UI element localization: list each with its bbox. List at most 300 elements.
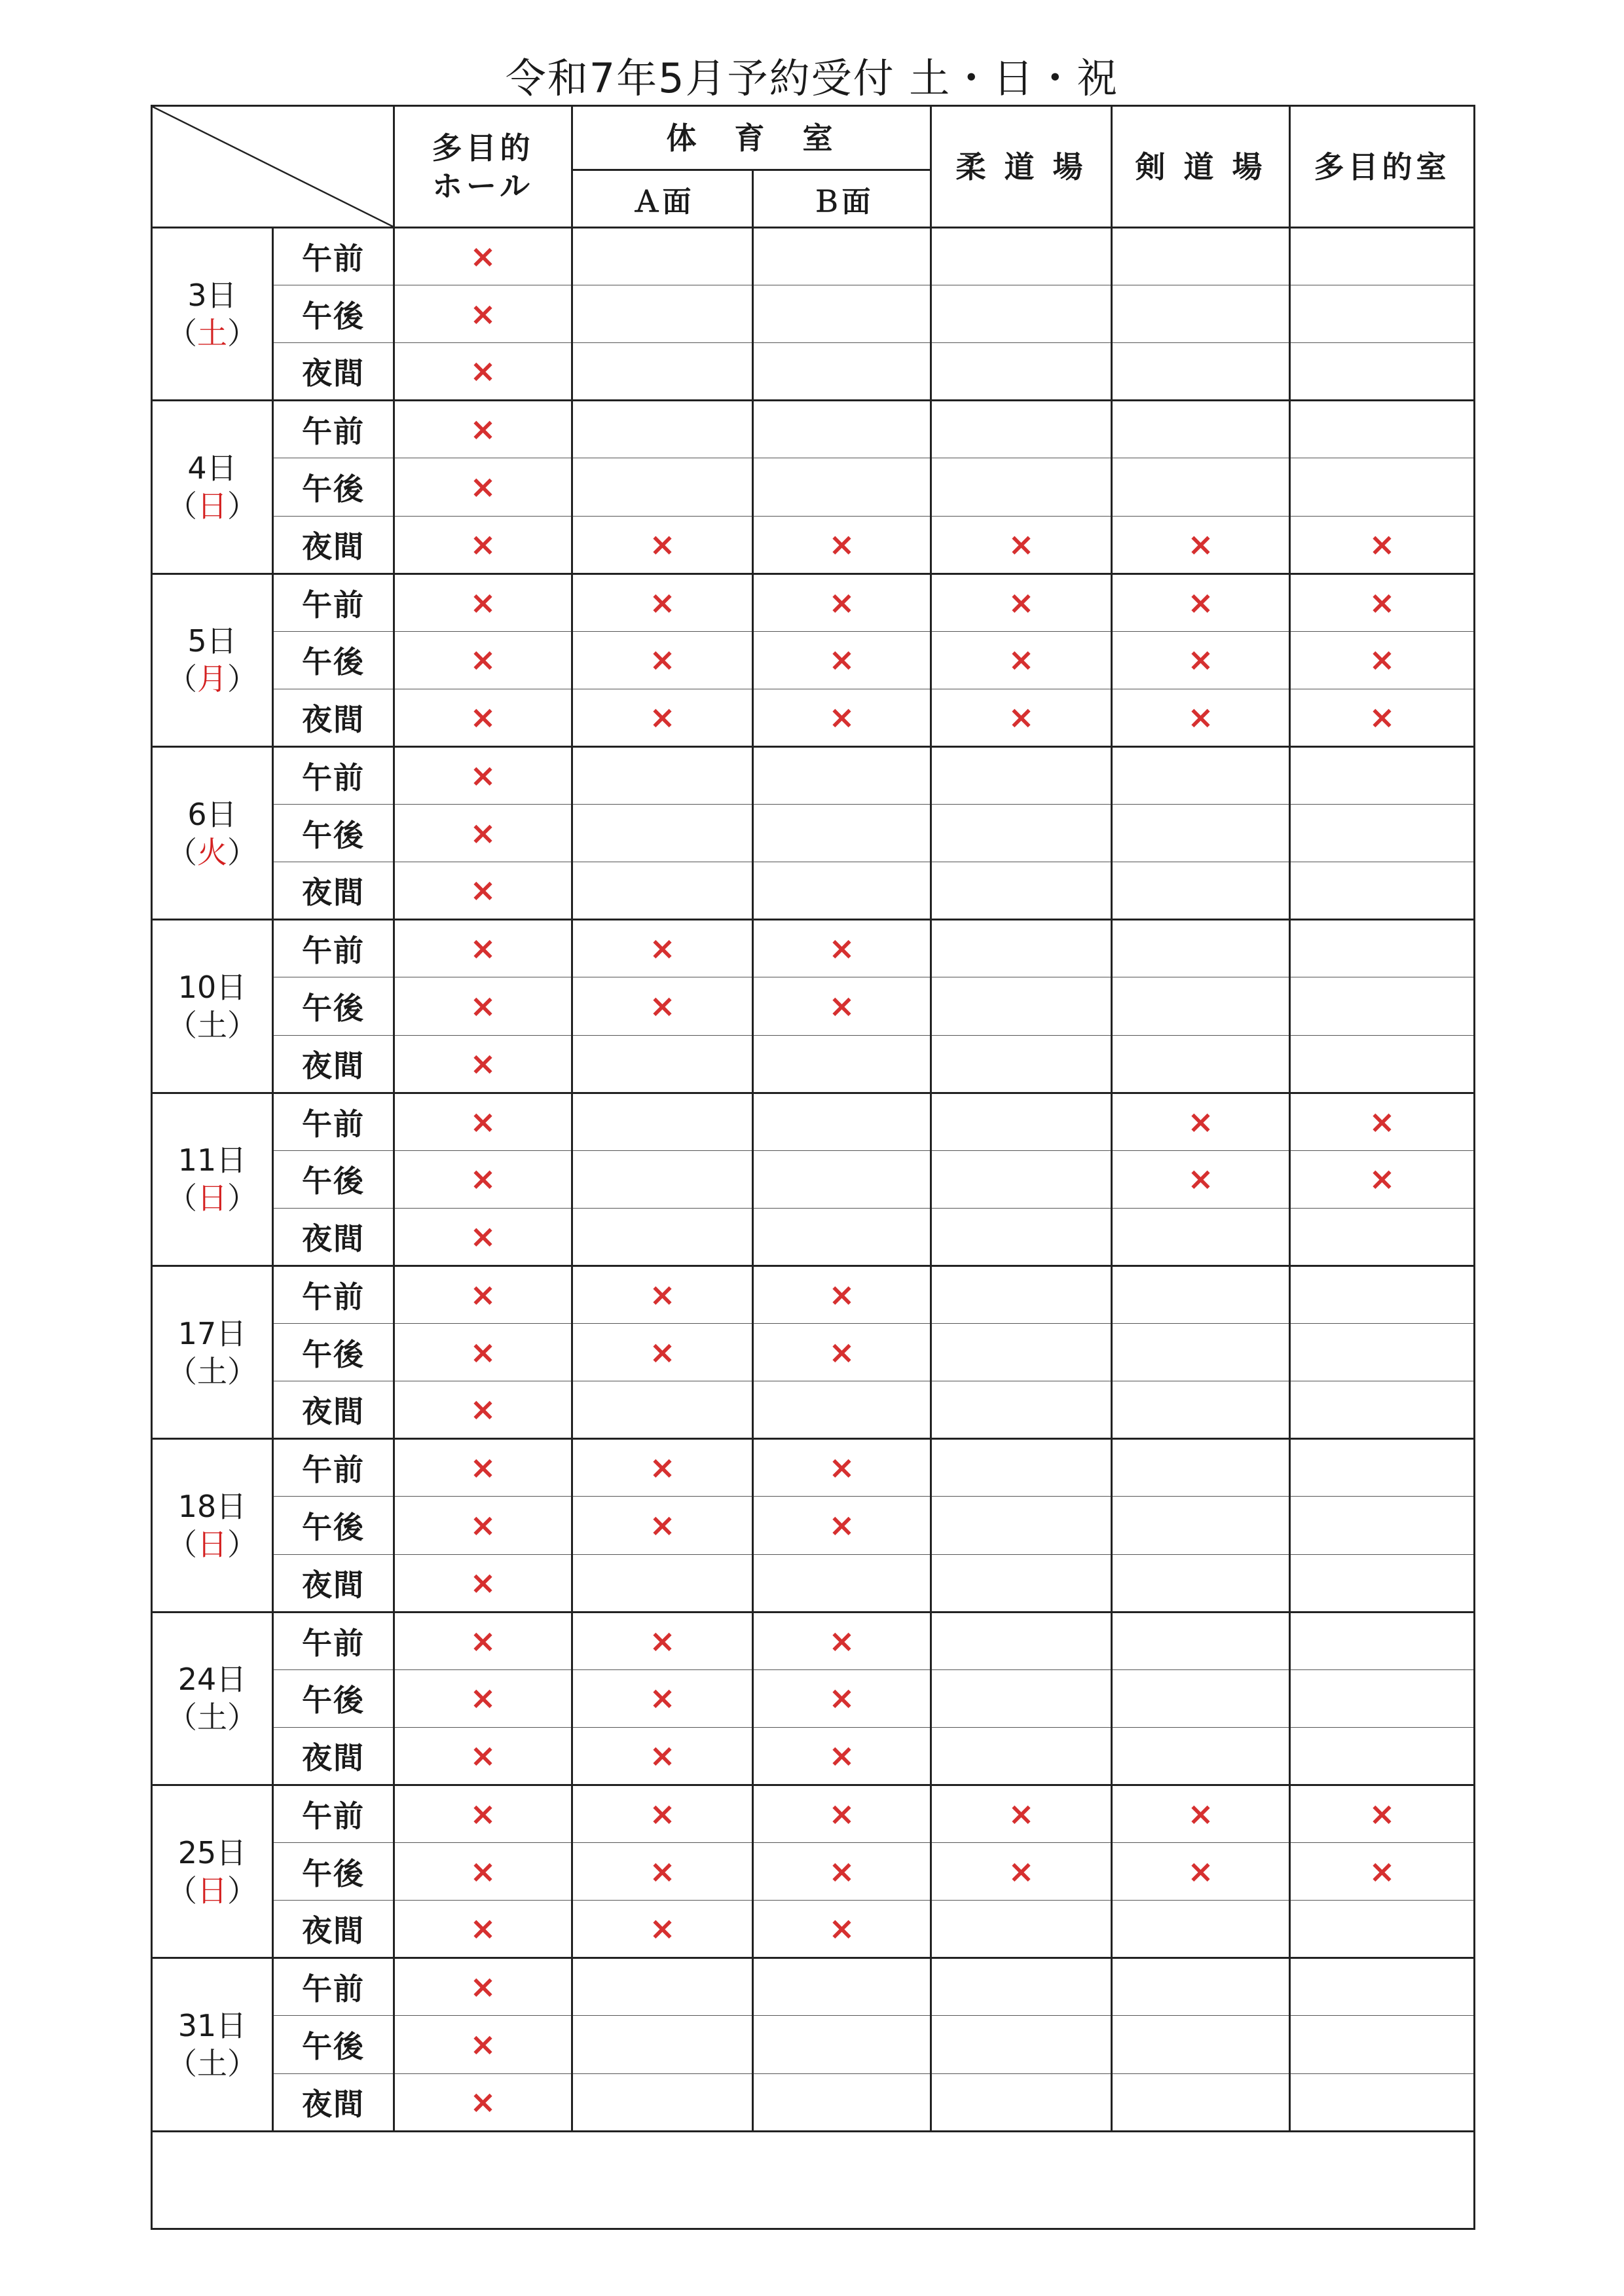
- date-cell: [152, 228, 273, 401]
- slot-cell: [1290, 516, 1475, 574]
- slot-cell: [394, 2073, 572, 2132]
- booked-mark: ×: [828, 1449, 855, 1487]
- slot-cell: [1112, 1324, 1290, 1381]
- slot-cell: [931, 2016, 1112, 2073]
- slot-cell: [572, 2073, 753, 2132]
- slot-cell: [394, 1324, 572, 1381]
- day-of-week: （土）: [167, 1700, 257, 1736]
- slot-cell: [1112, 2016, 1290, 2073]
- slot-cell: [1290, 977, 1475, 1035]
- table-row: [152, 805, 1475, 862]
- booked-mark: ×: [470, 757, 496, 795]
- footer-note-cell: [152, 2132, 1475, 2229]
- slot-cell: [931, 1208, 1112, 1266]
- booked-mark: ×: [470, 1564, 496, 1601]
- slot-cell: [753, 285, 931, 343]
- slot-cell: [394, 1669, 572, 1727]
- slot-cell: [1290, 2073, 1475, 2132]
- slot-cell: [572, 285, 753, 343]
- slot-cell: [394, 1266, 572, 1323]
- slot-cell: [572, 1958, 753, 2016]
- booked-mark: ×: [649, 1334, 676, 1371]
- booked-mark: ×: [470, 411, 496, 448]
- slot-cell: [931, 1439, 1112, 1497]
- slot-cell: [931, 1901, 1112, 1958]
- booked-mark: ×: [1369, 699, 1395, 736]
- slot-cell: [1290, 1439, 1475, 1497]
- booked-mark: ×: [828, 1622, 855, 1660]
- day-of-week-char: 土: [197, 315, 227, 351]
- booked-mark: ×: [649, 1622, 676, 1660]
- booked-mark: ×: [828, 1506, 855, 1544]
- slot-cell: [394, 285, 572, 343]
- booked-mark: ×: [470, 526, 496, 563]
- booked-mark: ×: [649, 1796, 676, 1832]
- period-label: 夜間: [273, 1901, 394, 1958]
- period-label: 午前: [273, 1612, 394, 1669]
- booked-mark: ×: [470, 353, 496, 390]
- slot-cell: [931, 574, 1112, 631]
- slot-cell: [1290, 2016, 1475, 2073]
- slot-cell: [1112, 1208, 1290, 1266]
- slot-cell: [394, 458, 572, 516]
- booked-mark: ×: [1187, 642, 1214, 679]
- slot-cell: [394, 631, 572, 689]
- booked-mark: ×: [1187, 1103, 1214, 1140]
- slot-cell: [394, 516, 572, 574]
- booked-mark: ×: [828, 1334, 855, 1371]
- slot-cell: [1290, 1208, 1475, 1266]
- date-number: 10日: [177, 969, 247, 1005]
- booked-mark: ×: [649, 1506, 676, 1544]
- slot-cell: [1290, 1727, 1475, 1785]
- booked-mark: ×: [470, 1218, 496, 1255]
- slot-cell: [572, 1554, 753, 1612]
- slot-cell: [1290, 1381, 1475, 1439]
- day-of-week: （土）: [167, 315, 257, 351]
- period-label: 午前: [273, 746, 394, 804]
- slot-cell: [572, 1785, 753, 1842]
- table-row: [152, 920, 1475, 977]
- booked-mark: ×: [470, 1449, 496, 1487]
- slot-cell: [1112, 401, 1290, 458]
- slot-cell: [753, 862, 931, 920]
- slot-cell: [753, 920, 931, 977]
- table-row: [152, 401, 1475, 458]
- slot-cell: [753, 2016, 931, 2073]
- date-number: 25日: [177, 1834, 247, 1870]
- day-of-week: （火）: [167, 834, 257, 870]
- slot-cell: [1112, 805, 1290, 862]
- slot-cell: [931, 746, 1112, 804]
- slot-cell: [394, 920, 572, 977]
- slot-cell: [1290, 689, 1475, 746]
- period-label: 午後: [273, 1150, 394, 1208]
- date-cell: [152, 1093, 273, 1266]
- slot-cell: [394, 228, 572, 285]
- table-row: [152, 1093, 1475, 1150]
- table-row: [152, 746, 1475, 804]
- date-cell: [152, 1266, 273, 1438]
- slot-cell: [394, 862, 572, 920]
- corner-diagonal-cell: [152, 106, 394, 228]
- slot-cell: [931, 1958, 1112, 2016]
- table-row: [152, 1612, 1475, 1669]
- period-label: 午後: [273, 285, 394, 343]
- period-label: 午後: [273, 977, 394, 1035]
- booked-mark: ×: [649, 1680, 676, 1717]
- slot-cell: [394, 343, 572, 401]
- table-row: [152, 1958, 1475, 2016]
- slot-cell: [572, 1901, 753, 1958]
- date-number: 5日: [187, 623, 237, 659]
- slot-cell: [1290, 1785, 1475, 1842]
- slot-cell: [931, 631, 1112, 689]
- slot-cell: [753, 343, 931, 401]
- booked-mark: ×: [470, 872, 496, 909]
- slot-cell: [1290, 805, 1475, 862]
- day-of-week-char: 土: [197, 1353, 227, 1389]
- booked-mark: ×: [470, 1334, 496, 1371]
- table-row: [152, 1554, 1475, 1612]
- booked-mark: ×: [1187, 1796, 1214, 1832]
- slot-cell: [1290, 1612, 1475, 1669]
- day-of-week-char: 火: [197, 834, 227, 870]
- period-label: 午前: [273, 401, 394, 458]
- date-number: 24日: [177, 1662, 247, 1698]
- period-label: 午後: [273, 1843, 394, 1901]
- slot-cell: [572, 228, 753, 285]
- booked-mark: ×: [470, 1680, 496, 1717]
- slot-cell: [931, 1497, 1112, 1554]
- date-cell: [152, 1785, 273, 1958]
- period-label: 午前: [273, 228, 394, 285]
- slot-cell: [572, 1439, 753, 1497]
- date-number: 17日: [177, 1315, 247, 1351]
- slot-cell: [1112, 343, 1290, 401]
- period-label: 夜間: [273, 1381, 394, 1439]
- booked-mark: ×: [470, 1103, 496, 1140]
- table-row: [152, 1901, 1475, 1958]
- booked-mark: ×: [470, 1969, 496, 2006]
- slot-cell: [753, 574, 931, 631]
- slot-cell: [572, 1727, 753, 1785]
- slot-cell: [753, 746, 931, 804]
- slot-cell: [753, 516, 931, 574]
- booked-mark: ×: [1008, 526, 1035, 563]
- table-row: [152, 1497, 1475, 1554]
- booked-mark: ×: [470, 1737, 496, 1774]
- booked-mark: ×: [470, 1506, 496, 1544]
- slot-cell: [753, 631, 931, 689]
- slot-cell: [572, 458, 753, 516]
- booked-mark: ×: [470, 987, 496, 1025]
- day-of-week: （日）: [167, 488, 257, 524]
- slot-cell: [572, 631, 753, 689]
- slot-cell: [753, 228, 931, 285]
- slot-cell: [572, 1843, 753, 1901]
- booked-mark: ×: [1187, 1853, 1214, 1890]
- slot-cell: [753, 1785, 931, 1842]
- table-row: [152, 862, 1475, 920]
- table-row: [152, 1381, 1475, 1439]
- booked-mark: ×: [470, 1045, 496, 1082]
- slot-cell: [572, 746, 753, 804]
- slot-cell: [572, 1324, 753, 1381]
- period-label: 夜間: [273, 1035, 394, 1093]
- slot-cell: [1290, 1093, 1475, 1150]
- table-row: [152, 689, 1475, 746]
- period-label: 午前: [273, 1266, 394, 1323]
- day-of-week-char: 土: [197, 1007, 227, 1043]
- slot-cell: [753, 1266, 931, 1323]
- slot-cell: [753, 977, 931, 1035]
- booked-mark: ×: [828, 584, 855, 621]
- booked-mark: ×: [1008, 642, 1035, 679]
- booked-mark: ×: [1369, 642, 1395, 679]
- slot-cell: [753, 1035, 931, 1093]
- slot-cell: [1290, 862, 1475, 920]
- period-label: 夜間: [273, 1554, 394, 1612]
- slot-cell: [1112, 574, 1290, 631]
- booked-mark: ×: [470, 642, 496, 679]
- slot-cell: [1112, 746, 1290, 804]
- slot-cell: [572, 920, 753, 977]
- booked-mark: ×: [828, 642, 855, 679]
- booked-mark: ×: [828, 1680, 855, 1717]
- slot-cell: [394, 1497, 572, 1554]
- slot-cell: [1290, 343, 1475, 401]
- slot-cell: [394, 1439, 572, 1497]
- period-label: 夜間: [273, 862, 394, 920]
- slot-cell: [1112, 1497, 1290, 1554]
- booked-mark: ×: [828, 526, 855, 563]
- day-of-week: （土）: [167, 1353, 257, 1389]
- booked-mark: ×: [1187, 699, 1214, 736]
- slot-cell: [1290, 285, 1475, 343]
- slot-cell: [1290, 631, 1475, 689]
- slot-cell: [394, 1785, 572, 1842]
- booked-mark: ×: [1369, 1853, 1395, 1890]
- reservation-table: [151, 105, 1475, 2230]
- booked-mark: ×: [470, 468, 496, 505]
- slot-cell: [1112, 689, 1290, 746]
- slot-cell: [1290, 920, 1475, 977]
- booked-mark: ×: [649, 1737, 676, 1774]
- slot-cell: [1290, 1901, 1475, 1958]
- date-cell: [152, 920, 273, 1093]
- booked-mark: ×: [649, 1449, 676, 1487]
- slot-cell: [1112, 1150, 1290, 1208]
- slot-cell: [753, 1727, 931, 1785]
- period-label: 夜間: [273, 1208, 394, 1266]
- slot-cell: [753, 1958, 931, 2016]
- booked-mark: ×: [1187, 526, 1214, 563]
- slot-cell: [1112, 977, 1290, 1035]
- day-of-week-char: 土: [197, 1700, 227, 1736]
- day-of-week-char: 日: [197, 1526, 227, 1562]
- period-label: 午後: [273, 458, 394, 516]
- day-of-week-char: 月: [197, 661, 227, 697]
- slot-cell: [1290, 746, 1475, 804]
- booked-mark: ×: [649, 642, 676, 679]
- slot-cell: [931, 285, 1112, 343]
- slot-cell: [1112, 1958, 1290, 2016]
- table-row: [152, 1324, 1475, 1381]
- slot-cell: [931, 2073, 1112, 2132]
- header-gym: 体 育 室: [572, 106, 931, 170]
- slot-cell: [1290, 1266, 1475, 1323]
- booked-mark: ×: [1369, 584, 1395, 621]
- booked-mark: ×: [1008, 584, 1035, 621]
- slot-cell: [394, 1035, 572, 1093]
- table-row: [152, 1035, 1475, 1093]
- slot-cell: [394, 1843, 572, 1901]
- period-label: 夜間: [273, 2073, 394, 2132]
- header-judo: 柔 道 場: [931, 106, 1112, 228]
- slot-cell: [931, 862, 1112, 920]
- booked-mark: ×: [470, 1796, 496, 1832]
- booked-mark: ×: [470, 238, 496, 276]
- slot-cell: [931, 1266, 1112, 1323]
- slot-cell: [931, 1612, 1112, 1669]
- slot-cell: [1112, 1612, 1290, 1669]
- slot-cell: [1112, 228, 1290, 285]
- slot-cell: [1112, 458, 1290, 516]
- day-of-week: （日）: [167, 1872, 257, 1908]
- slot-cell: [931, 458, 1112, 516]
- booked-mark: ×: [1008, 1796, 1035, 1832]
- slot-cell: [931, 343, 1112, 401]
- slot-cell: [753, 2073, 931, 2132]
- booked-mark: ×: [1369, 1796, 1395, 1832]
- slot-cell: [753, 1901, 931, 1958]
- date-number: 18日: [177, 1488, 247, 1524]
- date-cell: [152, 746, 273, 919]
- slot-cell: [931, 1035, 1112, 1093]
- slot-cell: [394, 1093, 572, 1150]
- slot-cell: [1112, 1554, 1290, 1612]
- slot-cell: [394, 1727, 572, 1785]
- slot-cell: [394, 805, 572, 862]
- header-hall-line1: 多目的: [432, 130, 534, 166]
- slot-cell: [753, 1669, 931, 1727]
- period-label: 午後: [273, 631, 394, 689]
- slot-cell: [753, 1554, 931, 1612]
- slot-cell: [394, 1554, 572, 1612]
- booked-mark: ×: [1369, 526, 1395, 563]
- slot-cell: [1112, 1901, 1290, 1958]
- slot-cell: [394, 2016, 572, 2073]
- booked-mark: ×: [649, 1277, 676, 1314]
- slot-cell: [931, 516, 1112, 574]
- date-number: 4日: [187, 450, 237, 486]
- slot-cell: [572, 516, 753, 574]
- slot-cell: [394, 1612, 572, 1669]
- slot-cell: [1112, 920, 1290, 977]
- period-label: 午後: [273, 1324, 394, 1381]
- period-label: 午前: [273, 1439, 394, 1497]
- slot-cell: [931, 977, 1112, 1035]
- day-of-week-char: 土: [197, 2046, 227, 2082]
- period-label: 午前: [273, 1093, 394, 1150]
- slot-cell: [931, 920, 1112, 977]
- slot-cell: [931, 401, 1112, 458]
- booked-mark: ×: [470, 1391, 496, 1429]
- booked-mark: ×: [470, 699, 496, 736]
- table-row: [152, 1843, 1475, 1901]
- slot-cell: [931, 1554, 1112, 1612]
- date-cell: [152, 401, 273, 574]
- booked-mark: ×: [828, 1796, 855, 1832]
- booked-mark: ×: [470, 2083, 496, 2121]
- booked-mark: ×: [470, 814, 496, 852]
- slot-cell: [572, 977, 753, 1035]
- slot-cell: [1290, 1497, 1475, 1554]
- slot-cell: [394, 401, 572, 458]
- day-of-week-char: 日: [197, 1872, 227, 1908]
- period-label: 夜間: [273, 1727, 394, 1785]
- slot-cell: [394, 574, 572, 631]
- slot-cell: [1112, 631, 1290, 689]
- slot-cell: [1112, 1266, 1290, 1323]
- slot-cell: [931, 1093, 1112, 1150]
- slot-cell: [1290, 401, 1475, 458]
- slot-cell: [572, 1497, 753, 1554]
- header-gym-b: Ｂ面: [753, 170, 931, 228]
- booked-mark: ×: [828, 987, 855, 1025]
- page-title: 令和7年5月予約受付 土・日・祝: [505, 54, 1119, 102]
- slot-cell: [1112, 862, 1290, 920]
- slot-cell: [572, 574, 753, 631]
- table-row: [152, 228, 1475, 285]
- slot-cell: [572, 805, 753, 862]
- header-multi-room: 多目的室: [1290, 106, 1475, 228]
- date-number: 3日: [187, 277, 237, 313]
- booked-mark: ×: [470, 1161, 496, 1198]
- slot-cell: [1290, 1554, 1475, 1612]
- slot-cell: [753, 1324, 931, 1381]
- day-of-week: （土）: [167, 1007, 257, 1043]
- table-row: [152, 1266, 1475, 1323]
- booked-mark: ×: [1008, 699, 1035, 736]
- diagonal-line: [153, 107, 393, 227]
- slot-cell: [931, 689, 1112, 746]
- booked-mark: ×: [649, 1853, 676, 1890]
- slot-cell: [1112, 1439, 1290, 1497]
- slot-cell: [753, 1381, 931, 1439]
- slot-cell: [572, 1612, 753, 1669]
- booked-mark: ×: [470, 1910, 496, 1948]
- slot-cell: [572, 1093, 753, 1150]
- slot-cell: [1290, 458, 1475, 516]
- slot-cell: [394, 1958, 572, 2016]
- period-label: 午前: [273, 920, 394, 977]
- date-number: 11日: [177, 1142, 247, 1178]
- slot-cell: [931, 1843, 1112, 1901]
- slot-cell: [753, 1208, 931, 1266]
- slot-cell: [1112, 2073, 1290, 2132]
- period-label: 午後: [273, 1669, 394, 1727]
- slot-cell: [753, 1150, 931, 1208]
- booked-mark: ×: [649, 1910, 676, 1948]
- header-hall: [394, 106, 572, 228]
- booked-mark: ×: [1187, 1161, 1214, 1198]
- slot-cell: [931, 805, 1112, 862]
- day-of-week: （月）: [167, 661, 257, 697]
- day-of-week: （日）: [167, 1180, 257, 1216]
- slot-cell: [1112, 1035, 1290, 1093]
